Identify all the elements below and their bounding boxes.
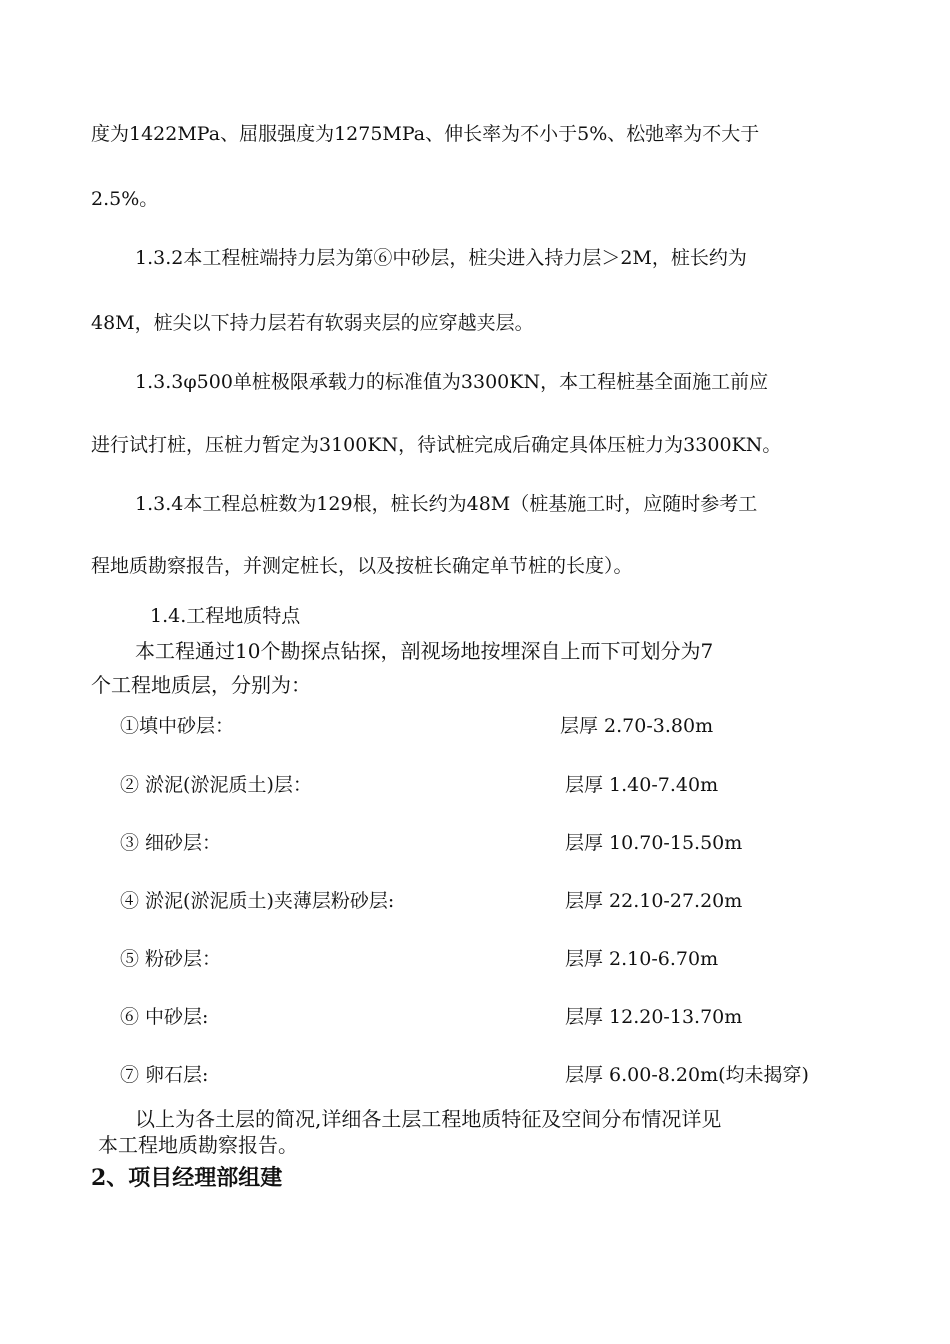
section-heading: 2、项目经理部组建 <box>91 1165 283 1191</box>
layer-thickness: 层厚 6.00-8.20m(均未揭穿) <box>565 1064 809 1086</box>
layer-thickness: 层厚 12.20-13.70m <box>565 1006 743 1028</box>
intro-line: 个工程地质层，分别为： <box>91 673 311 697</box>
layer-name: ①填中砂层： <box>120 715 235 737</box>
paragraph-line: 1.3.3φ500单桩极限承载力的标准值为3300KN，本工程桩基全面施工前应 <box>135 371 769 393</box>
layer-name: ⑤ 粉砂层： <box>120 948 222 970</box>
layer-name: ⑦ 卵石层: <box>120 1064 209 1086</box>
layer-thickness: 层厚 1.40-7.40m <box>565 774 719 796</box>
section-heading: 1.4.工程地质特点 <box>150 605 301 627</box>
summary-line: 本工程地质勘察报告。 <box>98 1133 298 1157</box>
paragraph-line: 度为1422MPa、屈服强度为1275MPa、伸长率为不小于5%、松弛率为不大于 <box>91 123 760 145</box>
paragraph-line: 程地质勘察报告，并测定桩长，以及按桩长确定单节桩的长度）。 <box>91 555 633 577</box>
paragraph-line: 2.5%。 <box>91 188 159 210</box>
paragraph-line: 进行试打桩，压桩力暂定为3100KN，待试桩完成后确定具体压桩力为3300KN。 <box>91 434 782 456</box>
layer-name: ③ 细砂层： <box>120 832 222 854</box>
layer-name: ⑥ 中砂层: <box>120 1006 209 1028</box>
paragraph-line: 1.3.4本工程总桩数为129根，桩长约为48M（桩基施工时，应随时参考工 <box>135 493 758 515</box>
layer-name: ④ 淤泥(淤泥质土)夹薄层粉砂层: <box>120 890 395 912</box>
layer-thickness: 层厚 2.70-3.80m <box>560 715 714 737</box>
layer-name: ② 淤泥(淤泥质土)层： <box>120 774 312 796</box>
paragraph-line: 48M，桩尖以下持力层若有软弱夹层的应穿越夹层。 <box>91 312 534 334</box>
intro-line: 本工程通过10个勘探点钻探，剖视场地按埋深自上而下可划分为7 <box>135 639 714 663</box>
paragraph-line: 1.3.2本工程桩端持力层为第⑥中砂层，桩尖进入持力层＞2M，桩长约为 <box>135 247 747 269</box>
layer-thickness: 层厚 2.10-6.70m <box>565 948 719 970</box>
layer-thickness: 层厚 22.10-27.20m <box>565 890 743 912</box>
summary-line: 以上为各土层的简况,详细各土层工程地质特征及空间分布情况详见 <box>135 1107 722 1131</box>
layer-thickness: 层厚 10.70-15.50m <box>565 832 743 854</box>
